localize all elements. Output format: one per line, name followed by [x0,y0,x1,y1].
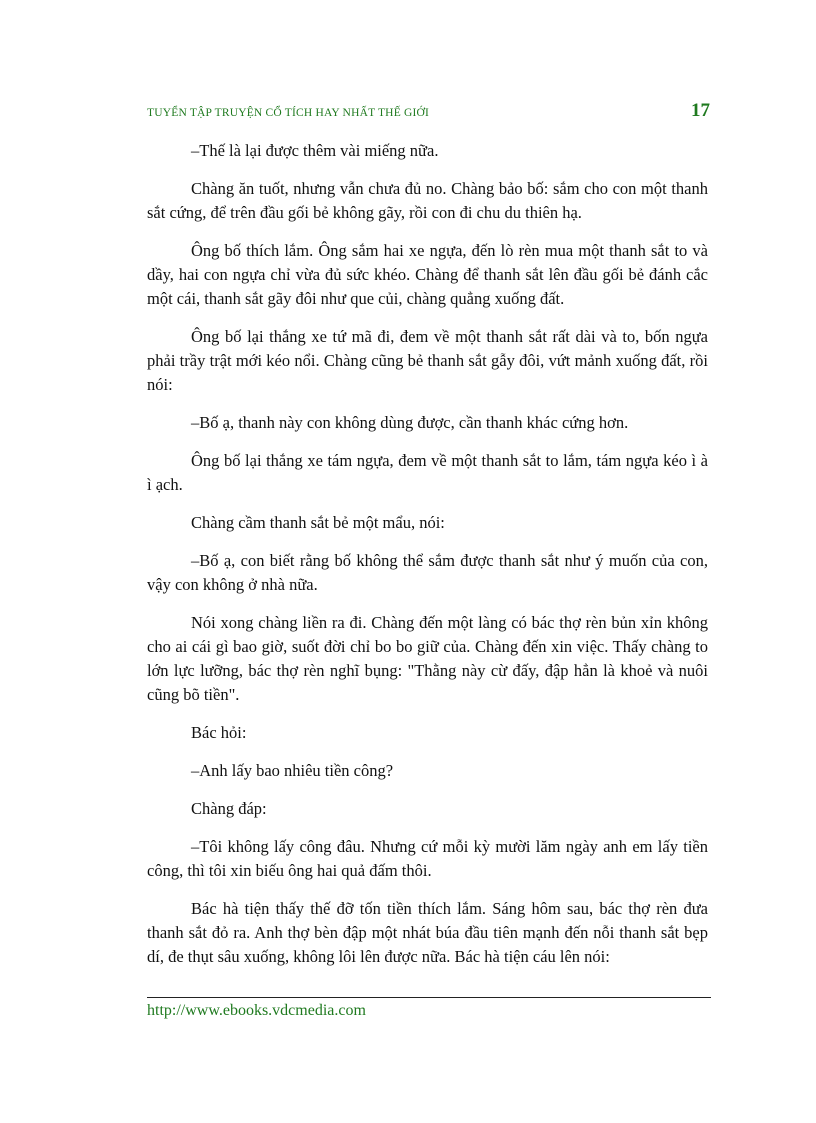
footer-divider [147,997,711,998]
paragraph-10: Bác hỏi: [191,723,247,742]
paragraph-1: –Thế là lại được thêm vài miếng nữa. [191,141,439,160]
paragraph-4: Ông bố lại thắng xe tứ mã đi, đem về một thanh sắt rất dài và to, bốn ngựa phải trầy trật mới kéo nổi. Chàng cũng bẻ thanh sắt gẫy đôi, vứt mảnh xuống đất, rồi nói: [147,327,708,394]
footer-url-link[interactable]: http://www.ebooks.vdcmedia.com [147,1002,366,1019]
story-body [147,139,708,983]
paragraph-9: Nói xong chàng liền ra đi. Chàng đến một làng có bác thợ rèn bủn xỉn không cho ai cái gì bao giờ, suốt đời chỉ bo bo giữ của. Chàng đến xin việc. Thấy chàng to lớn lực lưỡng, bác thợ rèn nghĩ bụng: "Thằng này cừ đấy, đập hẳn là khoẻ và nuôi cũng bõ tiền". [147,613,708,704]
paragraph-2: Chàng ăn tuốt, nhưng vẫn chưa đủ no. Chàng bảo bố: sắm cho con một thanh sắt cứng, để trên đầu gối bẻ không gãy, rồi con đi chu du thiên hạ. [147,179,708,222]
paragraph-11: –Anh lấy bao nhiêu tiền công? [191,761,394,780]
paragraph-7: Chàng cầm thanh sắt bẻ một mẩu, nói: [191,513,445,532]
paragraph-8: –Bố ạ, con biết rằng bố không thể sắm được thanh sắt như ý muốn của con, vậy con không ở nhà nữa. [147,551,708,594]
page-number: 17 [691,100,710,121]
paragraph-14: Bác hà tiện thấy thế đỡ tốn tiền thích lắm. Sáng hôm sau, bác thợ rèn đưa thanh sắt đỏ ra. Anh thợ bèn đập một nhát búa đầu tiên mạnh đến nỗi thanh sắt bẹp dí, đe thụt sâu xuống, không lôi lên được nữa. Bác hà tiện cáu lên nói: [147,899,708,966]
book-title: TUYỂN TẬP TRUYỆN CỔ TÍCH HAY NHẤT THẾ GIỚI [147,107,430,119]
paragraph-13: –Tôi không lấy công đâu. Nhưng cứ mỗi kỳ mười lăm ngày anh em lấy tiền công, thì tôi xin biếu ông hai quả đấm thôi. [147,837,708,880]
paragraph-6: Ông bố lại thắng xe tám ngựa, đem về một thanh sắt to lắm, tám ngựa kéo ì à ì ạch. [147,451,708,494]
paragraph-5: –Bố ạ, thanh này con không dùng được, cần thanh khác cứng hơn. [191,413,629,432]
paragraph-3: Ông bố thích lắm. Ông sắm hai xe ngựa, đến lò rèn mua một thanh sắt to và dầy, hai con ngựa chỉ vừa đủ sức khéo. Chàng để thanh sắt lên đầu gối bẻ đánh cắc một cái, thanh sắt gãy đôi như que củi, chàng quẳng xuống đất. [147,241,708,308]
page-header [147,100,710,128]
paragraph-12: Chàng đáp: [191,799,267,818]
